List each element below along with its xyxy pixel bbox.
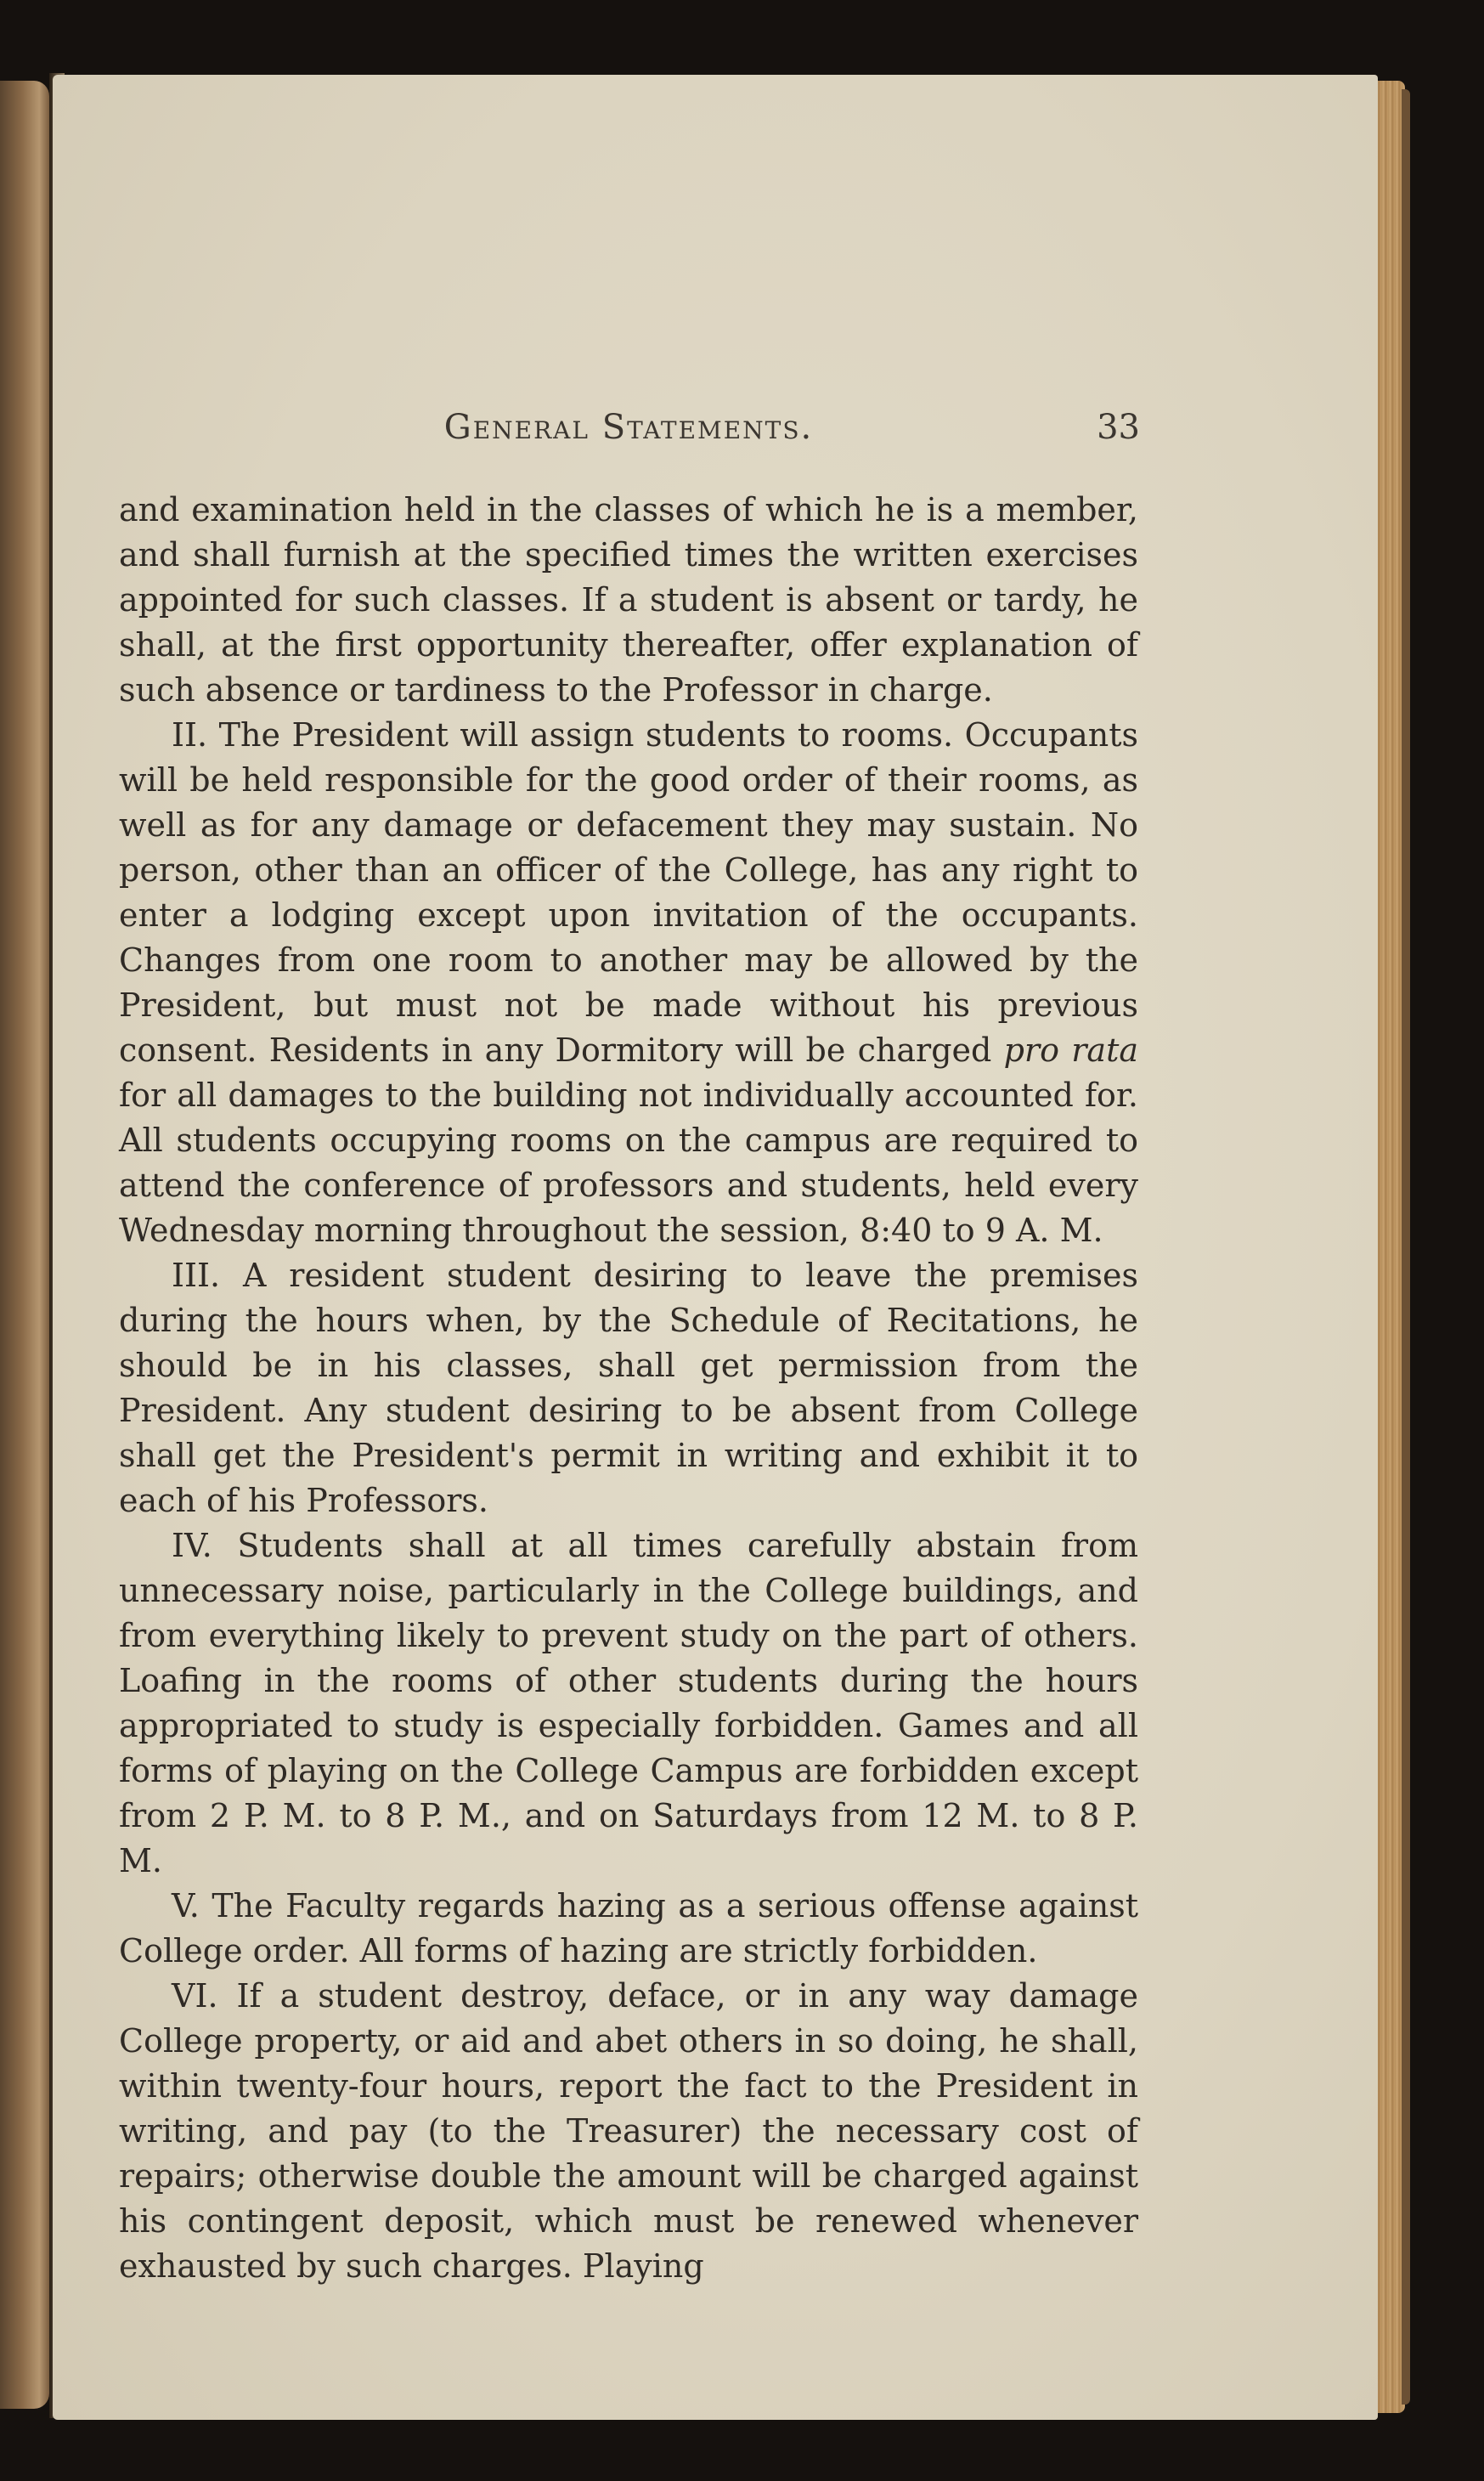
paragraph-rule-v: V. The Faculty regards hazing as a serious offense against College order. All forms of hazing are strictly forbidden. (119, 1887, 1138, 1970)
left-page-edge (0, 81, 49, 2409)
paragraph-rule-iv: IV. Students shall at all times carefully abstain from unnecessary noise, particularly in the College buildings, and from everything likely to prevent study on the part of others. Loafing in the rooms of other students during the hours appropriated to study is especially forbidden. Games and all forms of playing on the College Campus are forbidden except from 2 P. M. to 8 P. M., and on Saturdays from 12 M. to 8 P. M. (119, 1527, 1138, 1879)
fore-edge-shade (1402, 89, 1410, 2405)
body-text (119, 488, 1138, 2289)
page-number: 33 (1097, 408, 1140, 447)
paragraph-rule-iii: III. A resident student desiring to leave the premises during the hours when, by the Schedule of Recitations, he should be in his classes, shall get permission from the President. Any student desiring to be absent from College shall get the President's permit in writing and exhibit it to each of his Professors. (119, 1257, 1138, 1519)
paragraph-rule-vi: VI. If a student destroy, deface, or in any way damage College property, or aid and abet others in so doing, he shall, within twenty-four hours, report the fact to the President in writing, and pay (to the Treasurer) the necessary cost of repairs; otherwise double the amount will be charged against his contingent deposit, which must be renewed whenever exhausted by such charges. Playing (119, 1977, 1138, 2285)
rule-ii-italic: pro rata (1003, 1031, 1138, 1069)
running-head (119, 408, 1138, 459)
paragraph-continued: and examination held in the classes of which he is a member, and shall furnish at the specified times the written exercises appointed for such classes. If a student is absent or tardy, he shall, at the first opportunity thereafter, offer explanation of such absence or tardiness to the Professor in charge. (119, 491, 1138, 709)
rule-ii-tail: for all damages to the building not individually accounted for. All students occupying rooms on the campus are required to attend the conference of professors and students, held every Wednesday morning throughout the session, 8:40 to 9 A. M. (119, 1077, 1138, 1249)
rule-ii-text: II. The President will assign students to rooms. Occupants will be held responsible for the good order of their rooms, as well as for any damage or defacement they may sustain. No person, other than an officer of the College, has any right to enter a lodging except upon invitation of the occupants. Changes from one room to another may be allowed by the President, but must not be made without his previous consent. Residents in any Dormitory will be charged (119, 716, 1138, 1069)
paragraph-rule-ii (119, 713, 1138, 1253)
running-head-title: General Statements. (443, 408, 814, 447)
